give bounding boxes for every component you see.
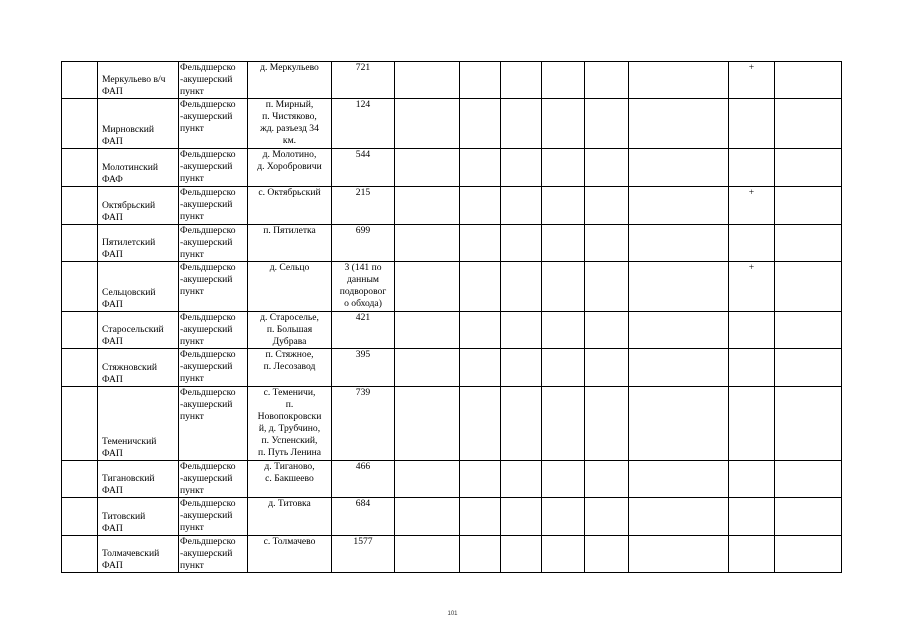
table-row <box>62 262 842 312</box>
empty-cell <box>501 536 542 573</box>
facility-type-cell: Фельдшерско -акушерский пункт <box>179 536 248 573</box>
population-cell: 421 <box>332 312 395 349</box>
empty-cell <box>542 225 585 262</box>
population-cell: 544 <box>332 149 395 187</box>
table-row <box>62 349 842 387</box>
empty-cell <box>629 461 729 498</box>
empty-cell <box>501 349 542 387</box>
mark-cell: + <box>729 62 775 99</box>
empty-cell <box>460 387 501 461</box>
empty-cell <box>629 387 729 461</box>
empty-cell <box>395 461 460 498</box>
empty-cell <box>775 312 842 349</box>
empty-cell <box>542 387 585 461</box>
empty-cell <box>460 461 501 498</box>
empty-cell <box>629 536 729 573</box>
empty-cell <box>585 149 629 187</box>
empty-cell <box>775 62 842 99</box>
population-cell: 699 <box>332 225 395 262</box>
empty-cell <box>395 262 460 312</box>
settlements-cell: с. Октябрьский <box>248 187 332 225</box>
mark-cell <box>729 312 775 349</box>
empty-cell <box>395 225 460 262</box>
table-row <box>62 498 842 536</box>
empty-cell <box>585 387 629 461</box>
empty-cell <box>395 349 460 387</box>
population-cell: 395 <box>332 349 395 387</box>
empty-cell <box>629 149 729 187</box>
empty-cell <box>395 312 460 349</box>
population-cell: 1577 <box>332 536 395 573</box>
population-cell: 466 <box>332 461 395 498</box>
empty-cell <box>542 187 585 225</box>
empty-cell <box>62 225 98 262</box>
facility-name-cell: Тигановский ФАП <box>98 461 179 498</box>
table-row <box>62 62 842 99</box>
empty-cell <box>460 225 501 262</box>
facility-name-cell: Пятилетский ФАП <box>98 225 179 262</box>
empty-cell <box>460 349 501 387</box>
empty-cell <box>62 262 98 312</box>
empty-cell <box>775 262 842 312</box>
empty-cell <box>775 536 842 573</box>
settlements-cell: п. Пятилетка <box>248 225 332 262</box>
empty-cell <box>629 62 729 99</box>
empty-cell <box>62 99 98 149</box>
settlements-cell: п. Мирный, п. Чистяково, жд. разъезд 34 км. <box>248 99 332 149</box>
facility-name-cell: Молотинский ФАФ <box>98 149 179 187</box>
empty-cell <box>62 312 98 349</box>
settlements-cell: с. Толмачево <box>248 536 332 573</box>
empty-cell <box>585 312 629 349</box>
empty-cell <box>62 498 98 536</box>
empty-cell <box>542 312 585 349</box>
empty-cell <box>501 149 542 187</box>
facility-type-cell: Фельдшерско -акушерский пункт <box>179 99 248 149</box>
empty-cell <box>542 536 585 573</box>
empty-cell <box>629 349 729 387</box>
mark-cell <box>729 387 775 461</box>
empty-cell <box>542 262 585 312</box>
empty-cell <box>62 187 98 225</box>
facility-type-cell: Фельдшерско -акушерский пункт <box>179 187 248 225</box>
empty-cell <box>62 387 98 461</box>
empty-cell <box>629 225 729 262</box>
empty-cell <box>460 62 501 99</box>
empty-cell <box>460 99 501 149</box>
facility-type-cell: Фельдшерско -акушерский пункт <box>179 149 248 187</box>
facilities-table <box>61 61 842 573</box>
empty-cell <box>775 387 842 461</box>
mark-cell <box>729 536 775 573</box>
mark-cell <box>729 225 775 262</box>
population-cell: 124 <box>332 99 395 149</box>
empty-cell <box>585 349 629 387</box>
facility-name-cell: Стяжновский ФАП <box>98 349 179 387</box>
empty-cell <box>395 149 460 187</box>
mark-cell <box>729 149 775 187</box>
empty-cell <box>542 62 585 99</box>
empty-cell <box>775 225 842 262</box>
facility-type-cell: Фельдшерско -акушерский пункт <box>179 62 248 99</box>
settlements-cell: с. Теменичи, п. Новопокровски й, д. Трубчино, п. Успенский, п. Путь Ленина <box>248 387 332 461</box>
empty-cell <box>542 149 585 187</box>
empty-cell <box>395 387 460 461</box>
settlements-cell: д. Сельцо <box>248 262 332 312</box>
empty-cell <box>62 536 98 573</box>
empty-cell <box>775 349 842 387</box>
population-cell: 721 <box>332 62 395 99</box>
empty-cell <box>460 312 501 349</box>
empty-cell <box>460 536 501 573</box>
empty-cell <box>585 225 629 262</box>
empty-cell <box>585 498 629 536</box>
empty-cell <box>395 498 460 536</box>
mark-cell <box>729 498 775 536</box>
mark-cell: + <box>729 262 775 312</box>
empty-cell <box>501 387 542 461</box>
settlements-cell: д. Меркульево <box>248 62 332 99</box>
table-row <box>62 149 842 187</box>
empty-cell <box>501 187 542 225</box>
empty-cell <box>460 187 501 225</box>
empty-cell <box>501 62 542 99</box>
facility-name-cell: Октябрьский ФАП <box>98 187 179 225</box>
facility-name-cell: Меркульево в/ч ФАП <box>98 62 179 99</box>
empty-cell <box>62 62 98 99</box>
empty-cell <box>629 99 729 149</box>
empty-cell <box>460 262 501 312</box>
mark-cell <box>729 99 775 149</box>
document-table-container <box>61 61 842 573</box>
empty-cell <box>629 312 729 349</box>
facility-type-cell: Фельдшерско -акушерский пункт <box>179 461 248 498</box>
empty-cell <box>775 187 842 225</box>
empty-cell <box>585 99 629 149</box>
empty-cell <box>62 349 98 387</box>
empty-cell <box>395 62 460 99</box>
settlements-cell: д. Титовка <box>248 498 332 536</box>
empty-cell <box>542 461 585 498</box>
empty-cell <box>395 536 460 573</box>
table-row <box>62 187 842 225</box>
facility-type-cell: Фельдшерско -акушерский пункт <box>179 349 248 387</box>
settlements-cell: д. Молотино, д. Хоробровичи <box>248 149 332 187</box>
empty-cell <box>775 149 842 187</box>
facility-name-cell: Сельцовский ФАП <box>98 262 179 312</box>
table-row <box>62 312 842 349</box>
facility-name-cell: Теменичский ФАП <box>98 387 179 461</box>
empty-cell <box>542 498 585 536</box>
facility-type-cell: Фельдшерско -акушерский пункт <box>179 312 248 349</box>
empty-cell <box>585 536 629 573</box>
facility-type-cell: Фельдшерско -акушерский пункт <box>179 262 248 312</box>
facility-type-cell: Фельдшерско -акушерский пункт <box>179 498 248 536</box>
population-cell: 3 (141 по данным подворовог о обхода) <box>332 262 395 312</box>
empty-cell <box>501 225 542 262</box>
empty-cell <box>585 461 629 498</box>
facility-type-cell: Фельдшерско -акушерский пункт <box>179 387 248 461</box>
settlements-cell: д. Тиганово, с. Бакшеево <box>248 461 332 498</box>
population-cell: 684 <box>332 498 395 536</box>
table-row <box>62 387 842 461</box>
mark-cell: + <box>729 187 775 225</box>
empty-cell <box>460 498 501 536</box>
empty-cell <box>501 498 542 536</box>
empty-cell <box>585 187 629 225</box>
empty-cell <box>585 62 629 99</box>
empty-cell <box>501 262 542 312</box>
empty-cell <box>460 149 501 187</box>
empty-cell <box>395 187 460 225</box>
empty-cell <box>62 461 98 498</box>
empty-cell <box>501 461 542 498</box>
facility-type-cell: Фельдшерско -акушерский пункт <box>179 225 248 262</box>
table-body <box>62 62 842 573</box>
settlements-cell: д. Староселье, п. Большая Дубрава <box>248 312 332 349</box>
empty-cell <box>501 99 542 149</box>
empty-cell <box>542 99 585 149</box>
settlements-cell: п. Стяжное, п. Лесозавод <box>248 349 332 387</box>
facility-name-cell: Старосельский ФАП <box>98 312 179 349</box>
mark-cell <box>729 349 775 387</box>
mark-cell <box>729 461 775 498</box>
table-row <box>62 99 842 149</box>
empty-cell <box>775 498 842 536</box>
facility-name-cell: Мирновский ФАП <box>98 99 179 149</box>
population-cell: 739 <box>332 387 395 461</box>
facility-name-cell: Титовский ФАП <box>98 498 179 536</box>
empty-cell <box>62 149 98 187</box>
empty-cell <box>629 262 729 312</box>
table-row <box>62 225 842 262</box>
empty-cell <box>775 99 842 149</box>
empty-cell <box>775 461 842 498</box>
empty-cell <box>395 99 460 149</box>
empty-cell <box>585 262 629 312</box>
facility-name-cell: Толмачевский ФАП <box>98 536 179 573</box>
population-cell: 215 <box>332 187 395 225</box>
empty-cell <box>542 349 585 387</box>
empty-cell <box>629 187 729 225</box>
table-row <box>62 536 842 573</box>
page-number: 101 <box>447 611 458 617</box>
table-row <box>62 461 842 498</box>
empty-cell <box>501 312 542 349</box>
empty-cell <box>629 498 729 536</box>
